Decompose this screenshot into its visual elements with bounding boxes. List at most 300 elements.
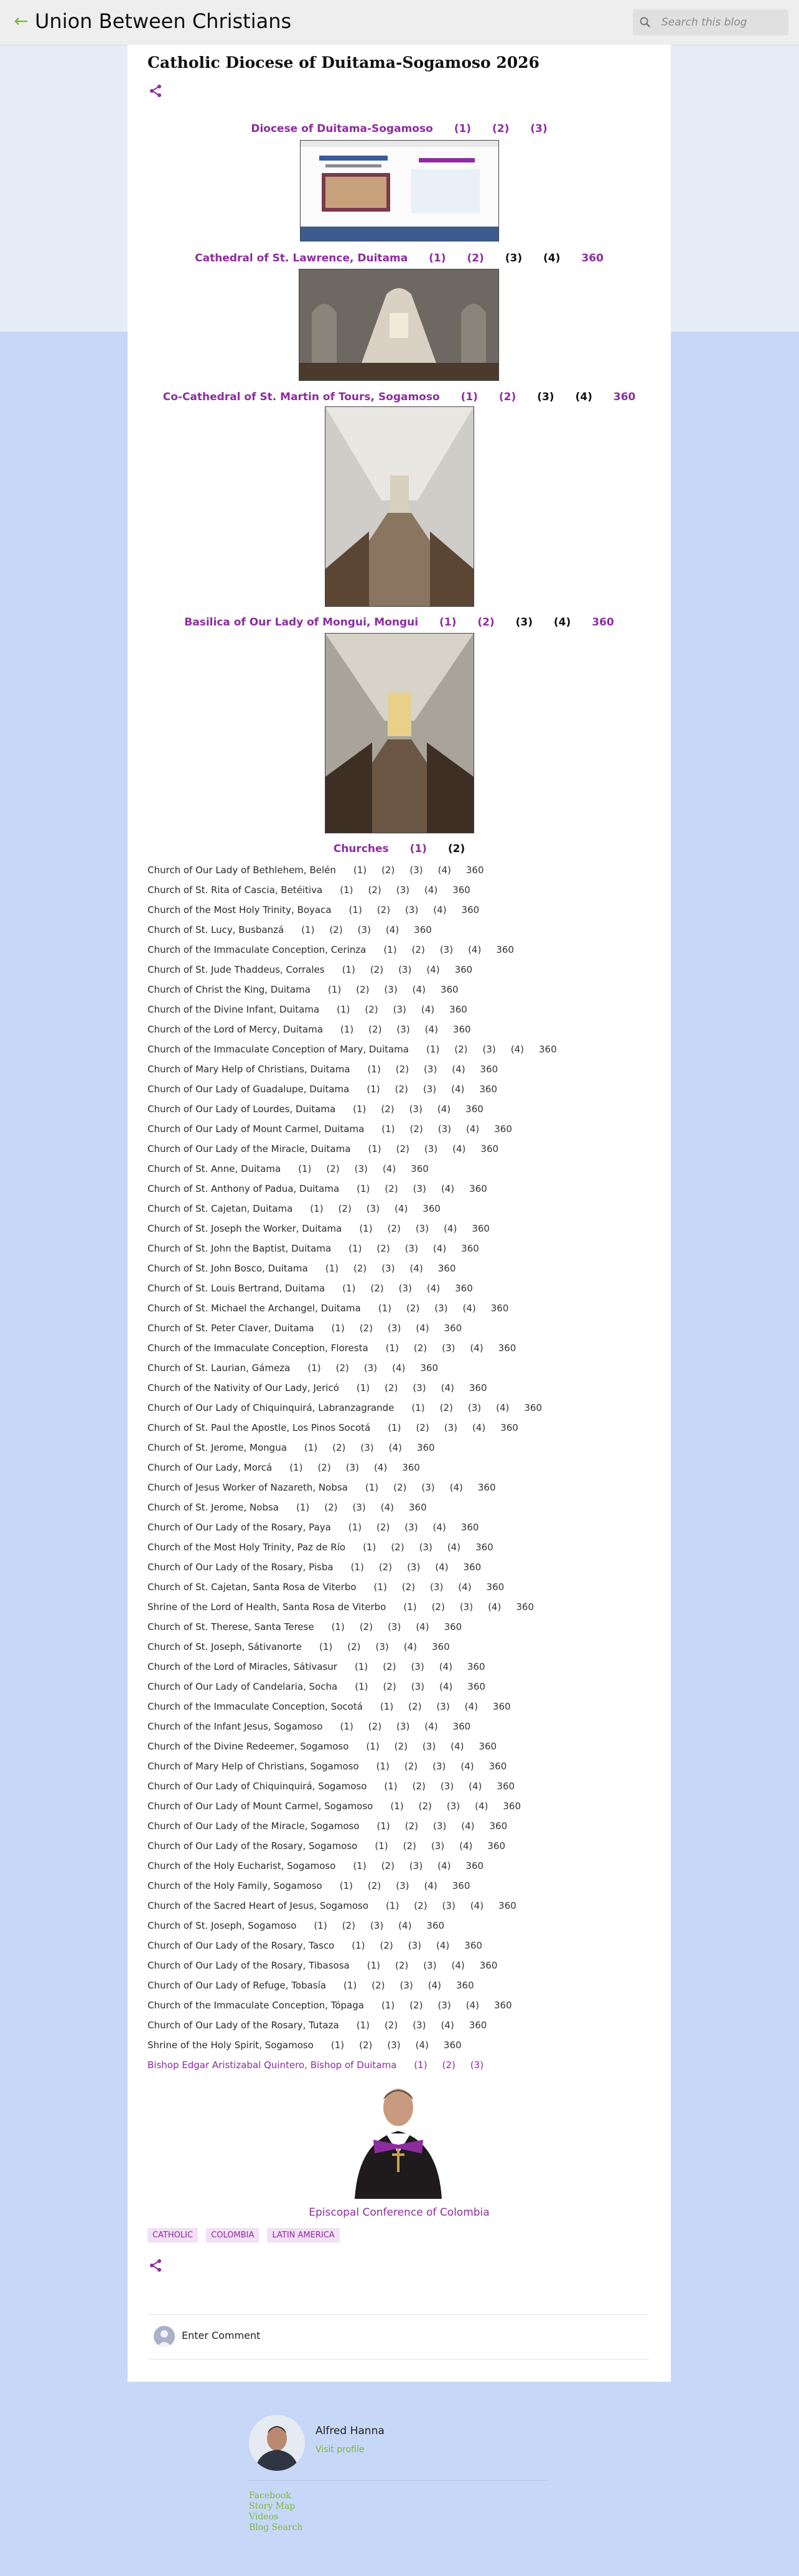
church-link[interactable]: (3)	[419, 1542, 432, 1553]
church-link[interactable]: (2)	[381, 1860, 395, 1871]
church-link[interactable]: (2)	[383, 1661, 396, 1672]
church-link[interactable]: (2)	[404, 1761, 418, 1772]
church-link[interactable]: 360	[432, 1641, 450, 1652]
church-link[interactable]: (3)	[409, 1860, 423, 1871]
church-link[interactable]: (1)	[352, 1940, 365, 1951]
church-link[interactable]: (3)	[352, 1502, 366, 1513]
church-link[interactable]: (2)	[380, 1940, 393, 1951]
church-link[interactable]: 360	[472, 1223, 490, 1234]
church-link[interactable]: (4)	[461, 1820, 475, 1832]
church-link[interactable]: (4)	[395, 1203, 408, 1214]
church-link[interactable]: (1)	[348, 1243, 362, 1254]
church-link[interactable]: (3)	[411, 1661, 424, 1672]
church-link[interactable]: 360	[469, 2020, 487, 2031]
church-link[interactable]: (4)	[412, 984, 426, 995]
church-link[interactable]: (1)	[301, 924, 315, 935]
church-link[interactable]: (1)	[357, 1183, 370, 1194]
church-link[interactable]: (3)	[446, 1801, 460, 1812]
church-link[interactable]: 360	[524, 1402, 542, 1413]
church-link[interactable]: 360	[488, 1761, 507, 1772]
church-link[interactable]: (1)	[388, 1422, 401, 1433]
church-link[interactable]: (4)	[432, 1522, 446, 1533]
church-link[interactable]: (4)	[409, 1263, 423, 1274]
church-link[interactable]: (3)	[442, 1900, 456, 1911]
church-link[interactable]: (1)	[383, 944, 397, 955]
church-link[interactable]: (2)	[367, 1880, 381, 1891]
section-link[interactable]: (2)	[498, 391, 516, 403]
church-link[interactable]: (2)	[387, 1223, 401, 1234]
section-link[interactable]: (1)	[460, 391, 478, 403]
church-link[interactable]: (1)	[367, 1084, 380, 1095]
church-link[interactable]: (2)	[376, 904, 391, 916]
church-link[interactable]: (4)	[432, 1243, 447, 1254]
church-link[interactable]: (2)	[370, 1283, 384, 1294]
church-link[interactable]: (2)	[370, 964, 384, 975]
church-link[interactable]: (2)	[395, 1064, 409, 1075]
church-link[interactable]: (4)	[470, 1342, 484, 1354]
church-link[interactable]: (1)	[356, 1382, 370, 1393]
church-link[interactable]: (2)	[359, 1323, 373, 1334]
church-link[interactable]: (4)	[382, 1163, 396, 1174]
church-link[interactable]: 360	[479, 1084, 498, 1095]
church-link[interactable]: 360	[444, 1621, 462, 1632]
church-link[interactable]: (2)	[384, 2020, 398, 2031]
share-icon[interactable]	[148, 83, 163, 98]
church-link[interactable]: (4)	[433, 904, 447, 916]
church-link[interactable]: (4)	[496, 1402, 510, 1413]
church-link[interactable]: 360	[444, 1323, 462, 1334]
church-link[interactable]: (2)	[413, 1342, 428, 1354]
church-link[interactable]: (2)	[393, 1482, 407, 1493]
church-link[interactable]: (4)	[424, 884, 438, 896]
church-link[interactable]: (4)	[415, 2040, 429, 2051]
church-link[interactable]: (2)	[408, 1701, 422, 1712]
church-link[interactable]: 360	[469, 1382, 487, 1393]
section-link[interactable]: (1)	[439, 616, 457, 629]
church-link[interactable]: (4)	[392, 1362, 406, 1374]
church-link[interactable]: (3)	[398, 964, 412, 975]
church-link[interactable]: (1)	[296, 1502, 310, 1513]
church-link[interactable]: (1)	[340, 1721, 353, 1732]
church-link[interactable]: (3)	[388, 1323, 401, 1334]
church-link[interactable]: (3)	[409, 864, 423, 876]
church-link[interactable]: 360	[454, 964, 473, 975]
church-link[interactable]: (3)	[434, 1303, 448, 1314]
church-link[interactable]: (3)	[408, 1940, 422, 1951]
church-link[interactable]: (1)	[354, 1661, 368, 1672]
church-link[interactable]: (4)	[458, 1581, 472, 1593]
church-link[interactable]: 360	[486, 1581, 505, 1593]
church-link[interactable]: (1)	[367, 1960, 380, 1971]
church-link[interactable]: (3)	[404, 1243, 418, 1254]
church-link[interactable]: 360	[492, 1701, 511, 1712]
church-link[interactable]: (2)	[317, 1462, 331, 1473]
church-link[interactable]: (3)	[396, 1721, 410, 1732]
church-link[interactable]: (1)	[366, 1741, 380, 1752]
church-link[interactable]: (3)	[345, 1462, 359, 1473]
section-link[interactable]: 360	[613, 391, 636, 403]
church-link[interactable]: (4)	[426, 1283, 441, 1294]
footer-link-blog-search[interactable]: Blog Search	[249, 2522, 303, 2532]
section-link[interactable]: 360	[581, 252, 604, 265]
church-link[interactable]: 360	[461, 1243, 479, 1254]
church-link[interactable]: (4)	[424, 1721, 438, 1732]
church-link[interactable]: (2)	[347, 1641, 361, 1652]
share-icon-bottom[interactable]	[148, 2258, 163, 2273]
church-link[interactable]: 360	[467, 1681, 485, 1692]
church-link[interactable]: (3)	[370, 1920, 384, 1931]
church-link[interactable]: 360	[469, 1183, 487, 1194]
church-link[interactable]: (1)	[381, 2000, 395, 2011]
church-link[interactable]: (4)	[441, 1183, 455, 1194]
church-link[interactable]: (3)	[400, 1980, 413, 1991]
bishop-name-link[interactable]: Bishop Edgar Aristizabal Quintero, Bishop of Duitama	[147, 2059, 397, 2071]
church-link[interactable]: (3)	[393, 1004, 406, 1015]
church-link[interactable]: 360	[479, 1741, 497, 1752]
church-link[interactable]: (2)	[324, 1502, 338, 1513]
church-link[interactable]: (1)	[381, 1123, 395, 1135]
church-link[interactable]: (2)	[342, 1920, 355, 1931]
church-link[interactable]: (1)	[376, 1761, 390, 1772]
church-link[interactable]: (2)	[401, 1581, 416, 1593]
church-link[interactable]: (3)	[442, 1342, 456, 1354]
church-link[interactable]: (1)	[348, 904, 362, 916]
church-link[interactable]: (1)	[367, 1064, 381, 1075]
church-link[interactable]: (1)	[411, 1402, 425, 1413]
church-link[interactable]: (1)	[353, 864, 367, 876]
label-catholic[interactable]: CATHOLIC	[147, 2228, 198, 2242]
church-link[interactable]: (2)	[416, 1422, 429, 1433]
label-latin-america[interactable]: LATIN AMERICA	[267, 2228, 339, 2242]
section-link[interactable]: (1)	[409, 843, 427, 855]
church-link[interactable]: (3)	[387, 2040, 401, 2051]
church-link[interactable]: 360	[496, 944, 514, 955]
section-link[interactable]: (2)	[477, 616, 495, 629]
church-link[interactable]: (3)	[422, 1741, 436, 1752]
church-link[interactable]: (2)	[326, 1163, 340, 1174]
church-link[interactable]: (3)	[398, 1283, 412, 1294]
church-link[interactable]: 360	[449, 1004, 467, 1015]
church-link[interactable]: 360	[465, 864, 484, 876]
church-link[interactable]: 360	[479, 1960, 498, 1971]
church-link[interactable]: (3)	[439, 944, 454, 955]
church-link[interactable]: (2)	[368, 1024, 382, 1035]
bishop-link[interactable]: (1)	[414, 2059, 428, 2071]
church-link[interactable]: (3)	[409, 1103, 423, 1115]
church-link[interactable]: (3)	[482, 1044, 496, 1055]
church-link[interactable]: 360	[463, 1562, 482, 1573]
back-arrow-icon[interactable]: ←	[14, 11, 29, 31]
church-link[interactable]: 360	[498, 1900, 516, 1911]
church-link[interactable]: 360	[414, 924, 432, 935]
church-link[interactable]: (4)	[449, 1482, 463, 1493]
church-link[interactable]: (3)	[437, 1123, 452, 1135]
church-link[interactable]: (1)	[380, 1701, 394, 1712]
church-link[interactable]: 360	[460, 1522, 479, 1533]
church-link[interactable]: (3)	[384, 984, 398, 995]
church-link[interactable]: (3)	[354, 1163, 368, 1174]
blog-title[interactable]: Union Between Christians	[35, 9, 292, 33]
church-link[interactable]: (1)	[289, 1462, 303, 1473]
church-link[interactable]: (4)	[424, 1880, 437, 1891]
section-title-link[interactable]: Basilica of Our Lady of Mongui, Mongui	[184, 616, 419, 629]
church-link[interactable]: 360	[455, 1283, 473, 1294]
church-link[interactable]: (4)	[439, 1661, 452, 1672]
church-link[interactable]: (2)	[353, 1263, 367, 1274]
label-colombia[interactable]: COLOMBIA	[206, 2228, 259, 2242]
church-link[interactable]: 360	[408, 1502, 427, 1513]
church-link[interactable]: (4)	[398, 1920, 412, 1931]
church-link[interactable]: (3)	[413, 2020, 426, 2031]
church-link[interactable]: (1)	[348, 1522, 362, 1533]
church-link[interactable]: 360	[443, 2040, 462, 2051]
church-link[interactable]: (2)	[329, 924, 343, 935]
church-link[interactable]: (3)	[411, 1681, 425, 1692]
church-link[interactable]: 360	[456, 1980, 474, 1991]
church-link[interactable]: (4)	[441, 2020, 454, 2031]
bishop-link[interactable]: (2)	[442, 2059, 456, 2071]
church-link[interactable]: (1)	[373, 1581, 387, 1593]
church-link[interactable]: (1)	[353, 1860, 367, 1871]
church-link[interactable]: (1)	[307, 1362, 321, 1374]
church-link[interactable]: (1)	[325, 1263, 339, 1274]
church-link[interactable]: 360	[467, 1661, 485, 1672]
church-link[interactable]: 360	[477, 1482, 496, 1493]
conference-link[interactable]: Episcopal Conference of Colombia	[309, 2206, 490, 2219]
church-link[interactable]: (1)	[342, 1283, 356, 1294]
section-title-link[interactable]: Co-Cathedral of St. Martin of Tours, Sogamoso	[162, 391, 440, 403]
church-link[interactable]: (1)	[342, 964, 355, 975]
church-link[interactable]: (1)	[314, 1920, 327, 1931]
church-link[interactable]: (3)	[360, 1442, 374, 1453]
church-link[interactable]: (4)	[465, 2000, 479, 2011]
church-link[interactable]: (3)	[366, 1203, 380, 1214]
church-link[interactable]: (2)	[406, 1303, 420, 1314]
church-link[interactable]: 360	[437, 1263, 456, 1274]
church-link[interactable]: (2)	[404, 1820, 418, 1832]
section-link[interactable]: (1)	[429, 252, 446, 265]
church-link[interactable]: (2)	[368, 1721, 382, 1732]
church-link[interactable]: 360	[416, 1442, 435, 1453]
church-link[interactable]: 360	[452, 1721, 471, 1732]
church-link[interactable]: (1)	[310, 1203, 324, 1214]
church-link[interactable]: (1)	[340, 1024, 354, 1035]
church-link[interactable]: (4)	[468, 944, 482, 955]
church-link[interactable]: (3)	[405, 904, 419, 916]
church-link[interactable]: (4)	[510, 1044, 524, 1055]
church-link[interactable]: 360	[461, 904, 480, 916]
section-link[interactable]: (2)	[492, 123, 510, 135]
church-link[interactable]: (3)	[440, 1781, 454, 1792]
footer-link-videos[interactable]: Videos	[249, 2512, 279, 2522]
section-link[interactable]: 360	[592, 616, 614, 629]
church-link[interactable]: (4)	[421, 1004, 435, 1015]
church-link[interactable]: (3)	[413, 1382, 426, 1393]
church-link[interactable]: (2)	[356, 984, 370, 995]
church-link[interactable]: (2)	[385, 1183, 398, 1194]
church-link[interactable]: (3)	[357, 924, 371, 935]
church-link[interactable]: (4)	[459, 1840, 473, 1852]
church-link[interactable]: (3)	[431, 1840, 445, 1852]
church-link[interactable]: (3)	[424, 1064, 437, 1075]
church-link[interactable]: (4)	[426, 964, 440, 975]
church-link[interactable]: 360	[516, 1601, 534, 1613]
church-link[interactable]: 360	[452, 884, 470, 896]
church-link[interactable]: (1)	[390, 1801, 404, 1812]
church-link[interactable]: (3)	[381, 1263, 395, 1274]
church-link[interactable]: (2)	[414, 1900, 428, 1911]
church-link[interactable]: (1)	[385, 1342, 399, 1354]
church-link[interactable]: (4)	[373, 1462, 388, 1473]
church-link[interactable]: 360	[480, 1143, 499, 1155]
church-link[interactable]: 360	[465, 1103, 484, 1115]
church-link[interactable]: (4)	[464, 1701, 478, 1712]
church-link[interactable]: (3)	[444, 1422, 457, 1433]
church-link[interactable]: (2)	[431, 1601, 445, 1613]
church-link[interactable]: (1)	[331, 1621, 345, 1632]
church-link[interactable]: 360	[426, 1920, 445, 1931]
church-link[interactable]: (2)	[378, 1562, 393, 1573]
church-link[interactable]: (2)	[359, 2040, 373, 2051]
church-link[interactable]: (2)	[394, 1741, 408, 1752]
church-link[interactable]: (4)	[416, 1621, 429, 1632]
section-title-link[interactable]: Cathedral of St. Lawrence, Duitama	[195, 252, 408, 265]
church-link[interactable]: (2)	[365, 1004, 378, 1015]
church-link[interactable]: (2)	[368, 884, 381, 896]
church-link[interactable]: (1)	[384, 1781, 398, 1792]
church-link[interactable]: 360	[440, 984, 459, 995]
church-link[interactable]: (1)	[363, 1542, 376, 1553]
church-link[interactable]: (4)	[385, 924, 400, 935]
church-link[interactable]: (1)	[426, 1044, 440, 1055]
church-link[interactable]: (4)	[444, 1223, 457, 1234]
church-link[interactable]: (4)	[388, 1442, 402, 1453]
church-link[interactable]: (3)	[421, 1482, 435, 1493]
church-link[interactable]: (3)	[363, 1362, 378, 1374]
church-link[interactable]: (4)	[437, 1860, 451, 1871]
church-link[interactable]: (3)	[423, 1960, 437, 1971]
church-link[interactable]: (1)	[327, 984, 342, 995]
church-link[interactable]: (1)	[356, 2020, 370, 2031]
church-link[interactable]: (4)	[403, 1641, 418, 1652]
church-link[interactable]: (4)	[452, 1143, 466, 1155]
church-link[interactable]: (2)	[359, 1621, 373, 1632]
footer-link-story-map[interactable]: Story Map	[249, 2501, 296, 2511]
visit-profile-link[interactable]: Visit profile	[315, 2445, 365, 2455]
church-link[interactable]: (4)	[428, 1980, 441, 1991]
church-link[interactable]: (2)	[395, 1084, 408, 1095]
church-link[interactable]: (2)	[395, 1960, 409, 1971]
author-avatar[interactable]	[249, 2415, 305, 2471]
church-link[interactable]: (1)	[298, 1163, 312, 1174]
church-link[interactable]: (3)	[433, 1820, 447, 1832]
church-link[interactable]: (4)	[416, 1323, 429, 1334]
church-link[interactable]: (1)	[337, 1004, 350, 1015]
church-link[interactable]: (1)	[368, 1143, 381, 1155]
church-link[interactable]: 360	[452, 1880, 470, 1891]
church-link[interactable]: 360	[497, 1781, 515, 1792]
church-link[interactable]: 360	[480, 1064, 498, 1075]
church-link[interactable]: (4)	[437, 864, 451, 876]
church-link[interactable]: (1)	[330, 2040, 345, 2051]
church-link[interactable]: 360	[420, 1362, 438, 1374]
church-link[interactable]: (3)	[424, 1143, 438, 1155]
church-link[interactable]: (2)	[376, 1243, 390, 1254]
church-link[interactable]: (3)	[396, 1024, 410, 1035]
church-link[interactable]: 360	[494, 1123, 512, 1135]
church-link[interactable]: (2)	[335, 1362, 349, 1374]
church-link[interactable]: (4)	[451, 1084, 465, 1095]
church-link[interactable]: 360	[452, 1024, 471, 1035]
church-link[interactable]: (3)	[396, 1880, 409, 1891]
church-link[interactable]: (1)	[386, 1900, 400, 1911]
church-link[interactable]: (3)	[459, 1601, 474, 1613]
church-link[interactable]: (1)	[378, 1303, 391, 1314]
church-link[interactable]: (1)	[365, 1482, 379, 1493]
church-link[interactable]: (1)	[353, 1103, 367, 1115]
section-link[interactable]: (2)	[467, 252, 484, 265]
church-link[interactable]: 360	[490, 1303, 509, 1314]
church-link[interactable]: (4)	[424, 1024, 438, 1035]
church-link[interactable]: 360	[464, 1940, 482, 1951]
church-link[interactable]: (4)	[451, 1960, 465, 1971]
church-link[interactable]: (3)	[423, 1084, 437, 1095]
church-link[interactable]: (1)	[340, 884, 353, 896]
church-link[interactable]: 360	[402, 1462, 420, 1473]
church-link[interactable]: (2)	[411, 944, 425, 955]
church-link[interactable]: (3)	[467, 1402, 482, 1413]
church-link[interactable]: (3)	[396, 884, 409, 896]
church-link[interactable]: (3)	[437, 2000, 451, 2011]
church-link[interactable]: 360	[423, 1203, 441, 1214]
church-link[interactable]: (2)	[412, 1781, 426, 1792]
comment-input[interactable]: Enter Comment	[182, 2330, 261, 2341]
church-link[interactable]: (1)	[359, 1223, 373, 1234]
church-link[interactable]: (4)	[447, 1542, 461, 1553]
church-link[interactable]: 360	[489, 1820, 508, 1832]
church-link[interactable]: (3)	[375, 1641, 389, 1652]
church-link[interactable]: (4)	[380, 1502, 394, 1513]
church-link[interactable]: (3)	[415, 1223, 429, 1234]
section-title-link[interactable]: Diocese of Duitama-Sogamoso	[251, 123, 433, 135]
church-link[interactable]: (2)	[439, 1402, 453, 1413]
church-link[interactable]: (4)	[435, 1562, 449, 1573]
church-link[interactable]: (2)	[391, 1542, 404, 1553]
church-link[interactable]: 360	[487, 1840, 505, 1852]
church-link[interactable]: (3)	[407, 1562, 421, 1573]
church-link[interactable]: (1)	[355, 1681, 368, 1692]
church-link[interactable]: (4)	[469, 1781, 482, 1792]
church-link[interactable]: (4)	[439, 1681, 453, 1692]
church-link[interactable]: (2)	[371, 1980, 385, 1991]
church-link[interactable]: (4)	[488, 1601, 502, 1613]
church-link[interactable]: (4)	[472, 1422, 486, 1433]
church-link[interactable]: 360	[493, 2000, 512, 2011]
church-link[interactable]: (4)	[436, 1940, 450, 1951]
church-link[interactable]: (4)	[462, 1303, 476, 1314]
church-link[interactable]: (2)	[332, 1442, 346, 1453]
church-link[interactable]: (1)	[343, 1980, 357, 1991]
church-link[interactable]: (3)	[436, 1701, 450, 1712]
church-link[interactable]: (3)	[430, 1581, 444, 1593]
church-link[interactable]: (4)	[441, 1382, 454, 1393]
search-box[interactable]	[633, 9, 788, 35]
church-link[interactable]: (4)	[475, 1801, 488, 1812]
section-link[interactable]: (1)	[454, 123, 472, 135]
church-link[interactable]: (2)	[381, 1103, 395, 1115]
church-link[interactable]: 360	[539, 1044, 557, 1055]
church-link[interactable]: (2)	[376, 1522, 390, 1533]
